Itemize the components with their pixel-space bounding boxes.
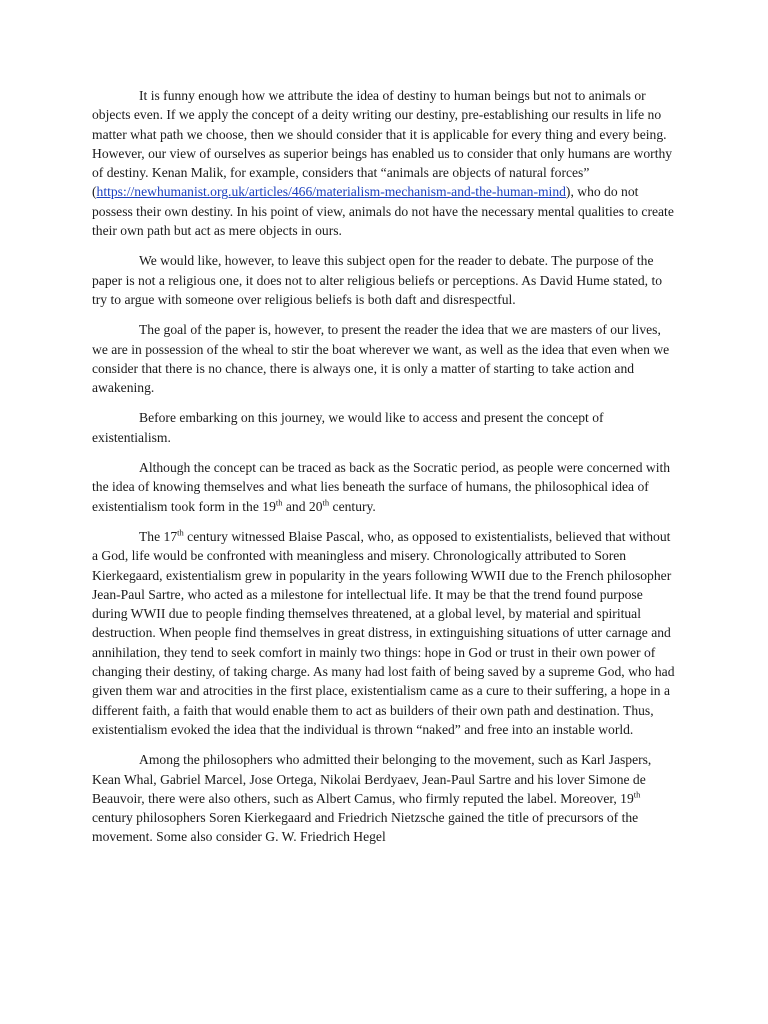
paragraph-text: Among the philosophers who admitted their belonging to the movement, such as Karl Jaspers, Kean Whal, Gabriel Marcel, Jose Ortega, Nikolai Berdyaev, Jean-Paul Sartre and his lover Simone de Beauvoir, there were also others, such as Albert Camus, who firmly reputed the label. Moreover, 19 (92, 752, 652, 806)
paragraph-text: Although the concept can be traced as back as the Socratic period, as people were concerned with the idea of knowing themselves and what lies beneath the surface of humans, the philosophical idea of existentialism took form in the 19 (92, 460, 671, 514)
paragraph-text: and 20 (282, 498, 323, 514)
paragraph-text: The goal of the paper is, however, to present the reader the idea that we are masters of our lives, we are in possession of the wheal to stir the boat wherever we want, as well as the idea that even when we consider that there is no chance, there is always one, it is only a matter of starting to take action and awakening. (92, 322, 670, 396)
document-page (92, 86, 676, 858)
ordinal-superscript: th (177, 527, 184, 538)
url-link[interactable]: https://newhumanist.org.uk/articles/466/materialism-mechanism-and-the-human-mind (96, 184, 566, 200)
body-paragraph (92, 86, 676, 240)
body-paragraph (92, 527, 676, 739)
paragraph-text: The 17 (139, 528, 178, 544)
paragraph-text: Before embarking on this journey, we would like to access and present the concept of existentialism. (92, 410, 604, 445)
paragraph-text: century. (329, 498, 376, 514)
ordinal-superscript: th (322, 497, 330, 508)
body-paragraph (92, 320, 676, 397)
body-paragraph (92, 750, 676, 846)
ordinal-superscript: th (633, 789, 641, 800)
paragraph-text: century philosophers Soren Kierkegaard and Friedrich Nietzsche gained the title of precursors of the movement. Some also consider G. W. Friedrich Hegel (92, 810, 639, 845)
ordinal-superscript: th (275, 497, 283, 508)
paragraph-text: ), who do not possess their own destiny. In his point of view, animals do not have the necessary mental qualities to create their own path but act as mere objects in ours. (92, 184, 674, 239)
paragraph-text: century witnessed Blaise Pascal, who, as opposed to existentialists, believed that without a God, life would be confronted with meaningless and misery. Chronologically attributed to Soren Kierkegaard, existentialism grew in popularity in the years following WWII due to the French philosopher Jean-Paul Sartre, who acted as a milestone for intellectual life. It may be that the trend found purpose during WWII due to people finding themselves threatened, at a global level, by material and spiritual destruction. When people find themselves in great distress, in extinguishing situations of utter carnage and annihilation, they tend to seek comfort in mainly two things: hope in God or trust in their own power of changing their destiny, of taking charge. As many had lost faith of being saved by a supreme God, who had given them war and atrocities in the first place, existentialism came as a cure to their suffering, a hope in a different faith, a faith that would enable them to act as builders of their own path and destination. Thus, existentialism evoked the idea that the individual is thrown “naked” and free into an instable world. (92, 528, 675, 737)
body-paragraph (92, 251, 676, 309)
paragraph-text: It is funny enough how we attribute the idea of destiny to human beings but not to animals or objects even. If we apply the concept of a deity writing our destiny, pre-establishing our results in life no matter what path we choose, then we should consider that it is applicable for every thing and every being. However, our view of ourselves as superior beings has enabled us to consider that only humans are worthy of destiny. Kenan Malik, for example, considers that “animals are objects of natural forces” ( (92, 88, 673, 200)
paragraph-text: We would like, however, to leave this subject open for the reader to debate. The purpose of the paper is not a religious one, it does not to alter religious beliefs or perceptions. As David Hume stated, to try to argue with someone over religious beliefs is both daft and disrespectful. (92, 253, 663, 307)
body-paragraph (92, 408, 676, 447)
body-paragraph (92, 458, 676, 516)
